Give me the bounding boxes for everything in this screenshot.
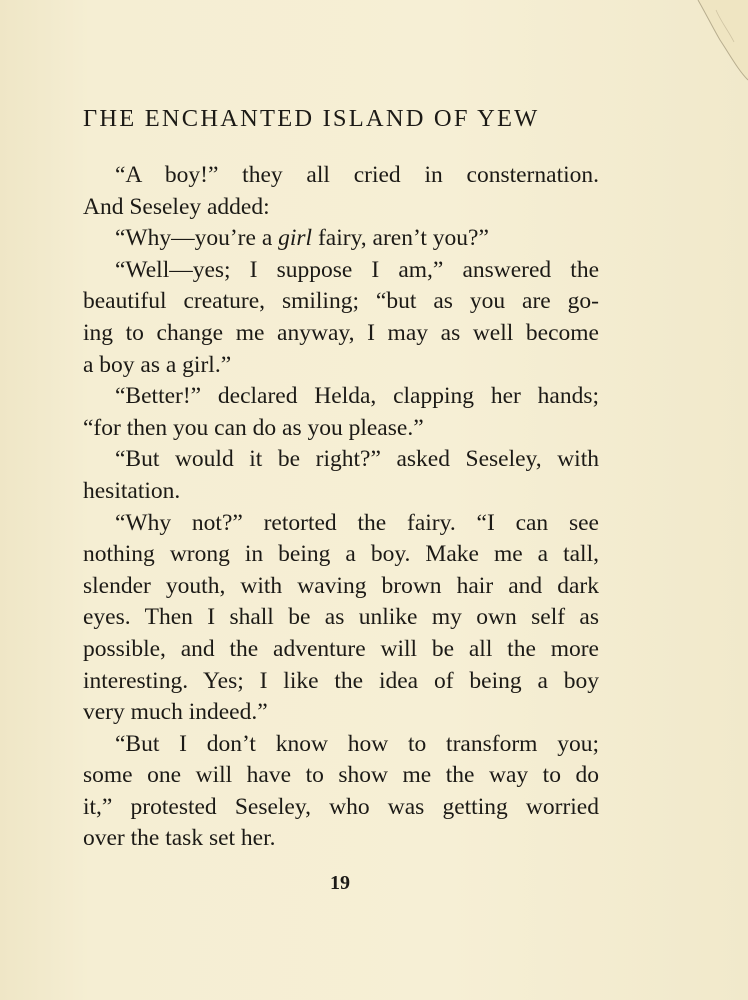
text-line: hesitation. [83,477,181,504]
text-line: beautiful creature, smiling; “but as you are go- [83,288,599,315]
text-fragment: fairy, aren’t you?” [312,225,489,252]
text-line: “Why not?” retorted the fairy. “I can see [115,509,599,536]
text-line: And Seseley added: [83,193,270,220]
text-line: “Better!” declared Helda, clapping her hands; [115,383,599,410]
text-line: a boy as a girl.” [83,351,232,378]
text-fragment: “Why—you’re a [115,225,279,252]
page-number: 19 [330,872,350,894]
italic-word: girl [278,225,313,252]
text-line: possible, and the adventure will be all the more [83,635,599,662]
text-line: it,” protested Seseley, who was getting worried [83,793,599,820]
text-line: very much indeed.” [83,699,268,726]
text-line: interesting. Yes; I like the idea of being a boy [83,667,599,694]
text-line: “for then you can do as you please.” [83,414,424,441]
text-line: “But would it be right?” asked Seseley, with [115,446,599,473]
body-text [83,160,599,855]
text-line: ing to change me anyway, I may as well become [83,319,599,346]
text-line: eyes. Then I shall be as unlike my own self as [83,604,599,631]
text-line [83,223,599,255]
torn-corner [658,0,748,90]
running-head: ГHE ENCHANTED ISLAND OF YEW [83,105,540,132]
text-line: “But I don’t know how to transform you; [115,730,599,757]
text-line: some one will have to show me the way to do [83,762,599,789]
text-line: over the task set her. [83,825,276,852]
text-line: slender youth, with waving brown hair and dark [83,572,599,599]
text-line: “A boy!” they all cried in consternation. [115,162,599,188]
text-line: nothing wrong in being a boy. Make me a tall, [83,541,599,568]
text-line: “Well—yes; I suppose I am,” answered the [115,256,599,283]
